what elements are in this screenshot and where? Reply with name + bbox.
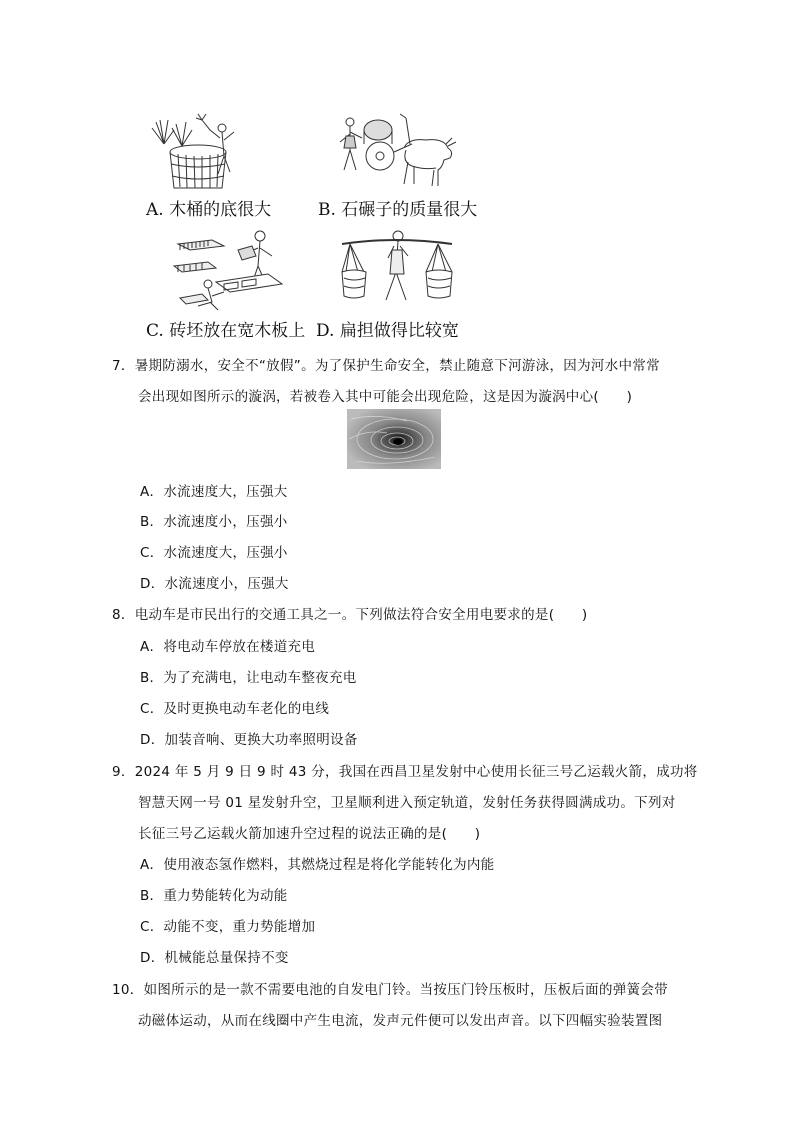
q10-stem-line2: 动磁体运动，从而在线圈中产生电流，发声元件便可以发出声音。以下四幅实验装置图 xyxy=(138,1013,663,1029)
q8-option-d: D．加装音响、更换大功率照明设备 xyxy=(140,732,358,748)
q7-option-b: B．水流速度小，压强小 xyxy=(140,514,288,530)
carrying-pole-illustration xyxy=(338,228,456,312)
q9-stem-line3: 长征三号乙运载火箭加速升空过程的说法正确的是( ) xyxy=(138,826,481,842)
q8-option-c: C．及时更换电动车老化的电线 xyxy=(140,701,330,717)
q9-option-c: C．动能不变，重力势能增加 xyxy=(140,919,316,935)
q10-stem-line1: 10．如图所示的是一款不需要电池的自发电门铃。当按压门铃压板时，压板后面的弹簧会带 xyxy=(112,982,668,998)
q9-option-d: D．机械能总量保持不变 xyxy=(140,950,289,966)
wooden-tub-illustration xyxy=(150,112,250,194)
q7-stem-line1: 7．暑期防溺水，安全不“放假”。为了保护生命安全，禁止随意下河游泳，因为河水中常常 xyxy=(112,358,660,374)
whirlpool-photo xyxy=(347,409,441,469)
q9-stem-line2: 智慧天网一号 01 星发射升空，卫星顺利进入预定轨道，发射任务获得圆满成功。下列对 xyxy=(138,795,676,811)
q8-stem-line1: 8．电动车是市民出行的交通工具之一。下列做法符合安全用电要求的是( ) xyxy=(112,607,588,623)
q7-stem-line2: 会出现如图所示的漩涡，若被卷入其中可能会出现危险，这是因为漩涡中心( ) xyxy=(138,389,633,405)
brick-board-illustration xyxy=(168,226,286,312)
q6-option-b: B. 石碾子的质量很大 xyxy=(318,200,478,220)
q7-option-d: D．水流速度小，压强大 xyxy=(140,576,289,592)
q7-option-c: C．水流速度大，压强小 xyxy=(140,545,288,561)
q6-option-c: C. 砖坯放在宽木板上 xyxy=(146,321,306,341)
q8-option-a: A．将电动车停放在楼道充电 xyxy=(140,639,316,655)
q7-option-a: A．水流速度大，压强大 xyxy=(140,484,288,500)
q9-option-a: A．使用液态氢作燃料，其燃烧过程是将化学能转化为内能 xyxy=(140,857,495,873)
q6-option-d: D. 扁担做得比较宽 xyxy=(316,321,459,341)
q6-option-a: A. 木桶的底很大 xyxy=(146,200,272,220)
q8-option-b: B．为了充满电，让电动车整夜充电 xyxy=(140,670,357,686)
q9-option-b: B．重力势能转化为动能 xyxy=(140,888,288,904)
stone-roller-illustration xyxy=(334,108,458,194)
q9-stem-line1: 9．2024 年 5 月 9 日 9 时 43 分，我国在西昌卫星发射中心使用长征三号乙运载火箭，成功将 xyxy=(112,764,698,780)
